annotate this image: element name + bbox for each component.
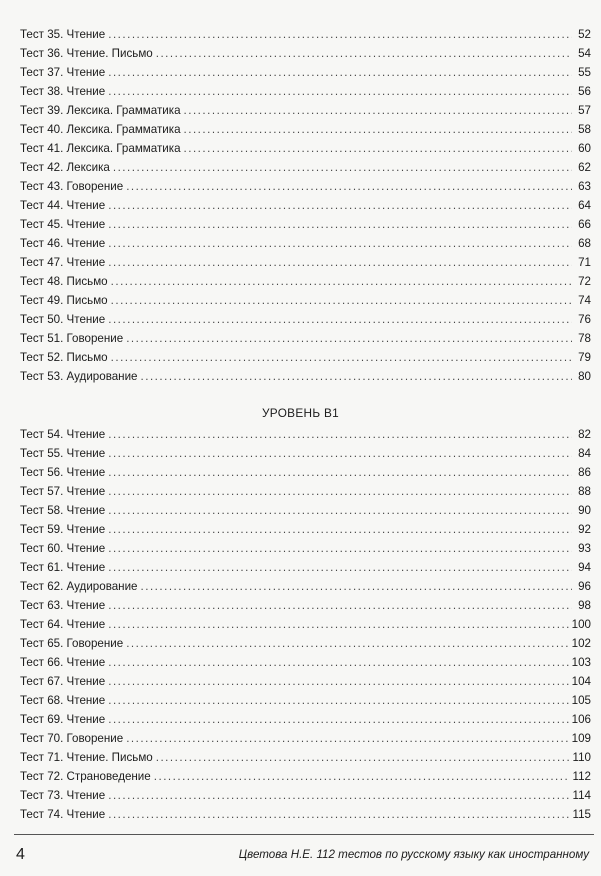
toc-entry-page: 56 bbox=[578, 85, 591, 98]
toc-entry-page: 96 bbox=[578, 580, 591, 593]
toc-entry bbox=[20, 367, 591, 386]
toc-entry-page: 103 bbox=[571, 656, 591, 669]
toc-entry-title: Тест 74. Чтение bbox=[20, 808, 106, 821]
toc-entry bbox=[20, 501, 591, 520]
toc-entry bbox=[20, 82, 591, 101]
toc-entry-page: 98 bbox=[578, 599, 591, 612]
toc-entry-title: Тест 58. Чтение bbox=[20, 504, 106, 517]
toc-entry-page: 60 bbox=[578, 142, 591, 155]
toc-entry-page: 88 bbox=[578, 485, 591, 498]
toc-entry bbox=[20, 291, 591, 310]
toc-entry-title: Тест 65. Говорение bbox=[20, 637, 124, 650]
toc-entry bbox=[20, 348, 591, 367]
toc-entry-page: 102 bbox=[571, 637, 591, 650]
toc-dot-leader bbox=[108, 615, 568, 634]
toc-dot-leader bbox=[126, 329, 572, 348]
toc-entry-title: Тест 49. Письмо bbox=[20, 294, 108, 307]
toc-entry bbox=[20, 577, 591, 596]
toc-entry-title: Тест 62. Аудирование bbox=[20, 580, 138, 593]
toc-entry bbox=[20, 786, 591, 805]
toc-entry bbox=[20, 234, 591, 253]
toc-entry-page: 90 bbox=[578, 504, 591, 517]
toc-entry-page: 93 bbox=[578, 542, 591, 555]
toc-entry-title: Тест 59. Чтение bbox=[20, 523, 106, 536]
toc-entry-page: 63 bbox=[578, 180, 591, 193]
toc-entry-title: Тест 66. Чтение bbox=[20, 656, 106, 669]
toc-dot-leader bbox=[108, 482, 572, 501]
toc-entry-title: Тест 38. Чтение bbox=[20, 85, 106, 98]
toc-dot-leader bbox=[108, 786, 569, 805]
toc-entry-title: Тест 64. Чтение bbox=[20, 618, 106, 631]
toc-entry-page: 58 bbox=[578, 123, 591, 136]
toc-entry-page: 105 bbox=[571, 694, 591, 707]
toc-dot-leader bbox=[108, 253, 572, 272]
toc-dot-leader bbox=[108, 215, 572, 234]
toc-entry bbox=[20, 767, 591, 786]
toc-dot-leader bbox=[108, 805, 569, 824]
toc-entry bbox=[20, 101, 591, 120]
toc-entry bbox=[20, 63, 591, 82]
toc-entry-title: Тест 69. Чтение bbox=[20, 713, 106, 726]
toc-entry-page: 62 bbox=[578, 161, 591, 174]
toc-entry-page: 64 bbox=[578, 199, 591, 212]
toc-entry-title: Тест 51. Говорение bbox=[20, 332, 124, 345]
toc-entry-page: 110 bbox=[572, 751, 591, 764]
toc-entry bbox=[20, 596, 591, 615]
toc-entry-page: 114 bbox=[572, 789, 591, 802]
toc-entry-page: 72 bbox=[578, 275, 591, 288]
toc-entry-page: 92 bbox=[578, 523, 591, 536]
toc-dot-leader bbox=[108, 520, 572, 539]
toc-entry-title: Тест 40. Лексика. Грамматика bbox=[20, 123, 181, 136]
toc-entry-title: Тест 73. Чтение bbox=[20, 789, 106, 802]
toc-entry-page: 100 bbox=[571, 618, 591, 631]
toc-entry bbox=[20, 253, 591, 272]
toc-dot-leader bbox=[111, 348, 572, 367]
toc-entry bbox=[20, 482, 591, 501]
toc-entry-page: 115 bbox=[572, 808, 591, 821]
toc-entry-page: 78 bbox=[578, 332, 591, 345]
toc-entry bbox=[20, 196, 591, 215]
toc-dot-leader bbox=[141, 577, 573, 596]
toc-entry bbox=[20, 177, 591, 196]
toc-entry bbox=[20, 158, 591, 177]
toc-dot-leader bbox=[108, 25, 572, 44]
toc-entry-title: Тест 67. Чтение bbox=[20, 675, 106, 688]
toc-entry bbox=[20, 520, 591, 539]
toc-entry-title: Тест 48. Письмо bbox=[20, 275, 108, 288]
toc-entry bbox=[20, 463, 591, 482]
toc-dot-leader bbox=[108, 672, 568, 691]
toc-entry-page: 82 bbox=[578, 428, 591, 441]
toc-entry bbox=[20, 25, 591, 44]
toc-entry bbox=[20, 710, 591, 729]
toc-dot-leader bbox=[108, 463, 572, 482]
toc-entry-page: 112 bbox=[572, 770, 591, 783]
toc-list-b1 bbox=[20, 425, 591, 824]
toc-entry-title: Тест 70. Говорение bbox=[20, 732, 124, 745]
toc-dot-leader bbox=[108, 558, 572, 577]
toc-dot-leader bbox=[156, 748, 570, 767]
toc-entry-title: Тест 54. Чтение bbox=[20, 428, 106, 441]
toc-dot-leader bbox=[108, 82, 572, 101]
toc-entry-title: Тест 53. Аудирование bbox=[20, 370, 138, 383]
toc-entry bbox=[20, 215, 591, 234]
toc-entry-title: Тест 68. Чтение bbox=[20, 694, 106, 707]
toc-entry-page: 106 bbox=[571, 713, 591, 726]
toc-entry-page: 109 bbox=[571, 732, 591, 745]
toc-entry-title: Тест 52. Письмо bbox=[20, 351, 108, 364]
toc-entry bbox=[20, 44, 591, 63]
toc-dot-leader bbox=[108, 539, 572, 558]
toc-dot-leader bbox=[126, 177, 572, 196]
toc-dot-leader bbox=[126, 729, 568, 748]
toc-entry-title: Тест 55. Чтение bbox=[20, 447, 106, 460]
toc-entry-page: 55 bbox=[578, 66, 591, 79]
toc-entry-title: Тест 46. Чтение bbox=[20, 237, 106, 250]
toc-dot-leader bbox=[184, 120, 572, 139]
toc-entry-title: Тест 71. Чтение. Письмо bbox=[20, 751, 153, 764]
toc-entry-page: 104 bbox=[571, 675, 591, 688]
toc-entry bbox=[20, 120, 591, 139]
toc-entry-title: Тест 56. Чтение bbox=[20, 466, 106, 479]
toc-entry bbox=[20, 139, 591, 158]
toc-entry-title: Тест 50. Чтение bbox=[20, 313, 106, 326]
toc-entry-title: Тест 39. Лексика. Грамматика bbox=[20, 104, 181, 117]
toc-dot-leader bbox=[108, 596, 572, 615]
toc-dot-leader bbox=[108, 691, 568, 710]
toc-dot-leader bbox=[108, 196, 572, 215]
toc-dot-leader bbox=[184, 139, 572, 158]
toc-entry bbox=[20, 539, 591, 558]
toc-dot-leader bbox=[108, 444, 572, 463]
toc-dot-leader bbox=[126, 634, 568, 653]
footer-divider bbox=[14, 834, 594, 835]
section-heading-b1: УРОВЕНЬ В1 bbox=[262, 406, 339, 420]
toc-entry-page: 86 bbox=[578, 466, 591, 479]
toc-entry bbox=[20, 615, 591, 634]
toc-dot-leader bbox=[108, 425, 572, 444]
toc-entry-page: 74 bbox=[578, 294, 591, 307]
toc-entry-title: Тест 35. Чтение bbox=[20, 28, 106, 41]
toc-entry-title: Тест 60. Чтение bbox=[20, 542, 106, 555]
toc-entry-page: 57 bbox=[578, 104, 591, 117]
toc-dot-leader bbox=[141, 367, 573, 386]
toc-entry bbox=[20, 329, 591, 348]
page-number: 4 bbox=[16, 846, 25, 863]
toc-dot-leader bbox=[108, 310, 572, 329]
toc-entry-title: Тест 47. Чтение bbox=[20, 256, 106, 269]
toc-entry-title: Тест 61. Чтение bbox=[20, 561, 106, 574]
toc-entry-page: 54 bbox=[578, 47, 591, 60]
toc-dot-leader bbox=[108, 501, 572, 520]
footer-credit: Цветова Н.Е. 112 тестов по русскому языку как иностранному bbox=[238, 848, 589, 861]
toc-entry-page: 79 bbox=[578, 351, 591, 364]
toc-entry bbox=[20, 634, 591, 653]
toc-entry-page: 94 bbox=[578, 561, 591, 574]
toc-entry bbox=[20, 653, 591, 672]
toc-entry bbox=[20, 748, 591, 767]
toc-entry-page: 66 bbox=[578, 218, 591, 231]
toc-dot-leader bbox=[111, 272, 572, 291]
toc-dot-leader bbox=[108, 710, 568, 729]
toc-entry-title: Тест 57. Чтение bbox=[20, 485, 106, 498]
toc-entry bbox=[20, 729, 591, 748]
toc-entry-page: 84 bbox=[578, 447, 591, 460]
toc-entry-title: Тест 37. Чтение bbox=[20, 66, 106, 79]
toc-entry bbox=[20, 444, 591, 463]
toc-entry-title: Тест 36. Чтение. Письмо bbox=[20, 47, 153, 60]
toc-entry-page: 76 bbox=[578, 313, 591, 326]
toc-dot-leader bbox=[156, 44, 572, 63]
toc-entry-title: Тест 41. Лексика. Грамматика bbox=[20, 142, 181, 155]
toc-dot-leader bbox=[108, 63, 572, 82]
toc-dot-leader bbox=[184, 101, 572, 120]
toc-list-upper bbox=[20, 25, 591, 386]
toc-dot-leader bbox=[154, 767, 570, 786]
toc-entry bbox=[20, 672, 591, 691]
toc-entry-title: Тест 44. Чтение bbox=[20, 199, 106, 212]
toc-entry bbox=[20, 425, 591, 444]
toc-entry bbox=[20, 691, 591, 710]
toc-dot-leader bbox=[111, 291, 572, 310]
toc-dot-leader bbox=[108, 234, 572, 253]
toc-entry bbox=[20, 558, 591, 577]
toc-entry-title: Тест 72. Страноведение bbox=[20, 770, 151, 783]
toc-dot-leader bbox=[108, 653, 568, 672]
toc-entry-page: 80 bbox=[578, 370, 591, 383]
toc-entry-title: Тест 42. Лексика bbox=[20, 161, 110, 174]
toc-entry-page: 71 bbox=[578, 256, 591, 269]
toc-entry-title: Тест 45. Чтение bbox=[20, 218, 106, 231]
toc-entry bbox=[20, 310, 591, 329]
toc-entry bbox=[20, 272, 591, 291]
toc-entry-page: 68 bbox=[578, 237, 591, 250]
toc-dot-leader bbox=[113, 158, 572, 177]
toc-entry-title: Тест 43. Говорение bbox=[20, 180, 124, 193]
toc-entry bbox=[20, 805, 591, 824]
toc-entry-page: 52 bbox=[578, 28, 591, 41]
toc-entry-title: Тест 63. Чтение bbox=[20, 599, 106, 612]
